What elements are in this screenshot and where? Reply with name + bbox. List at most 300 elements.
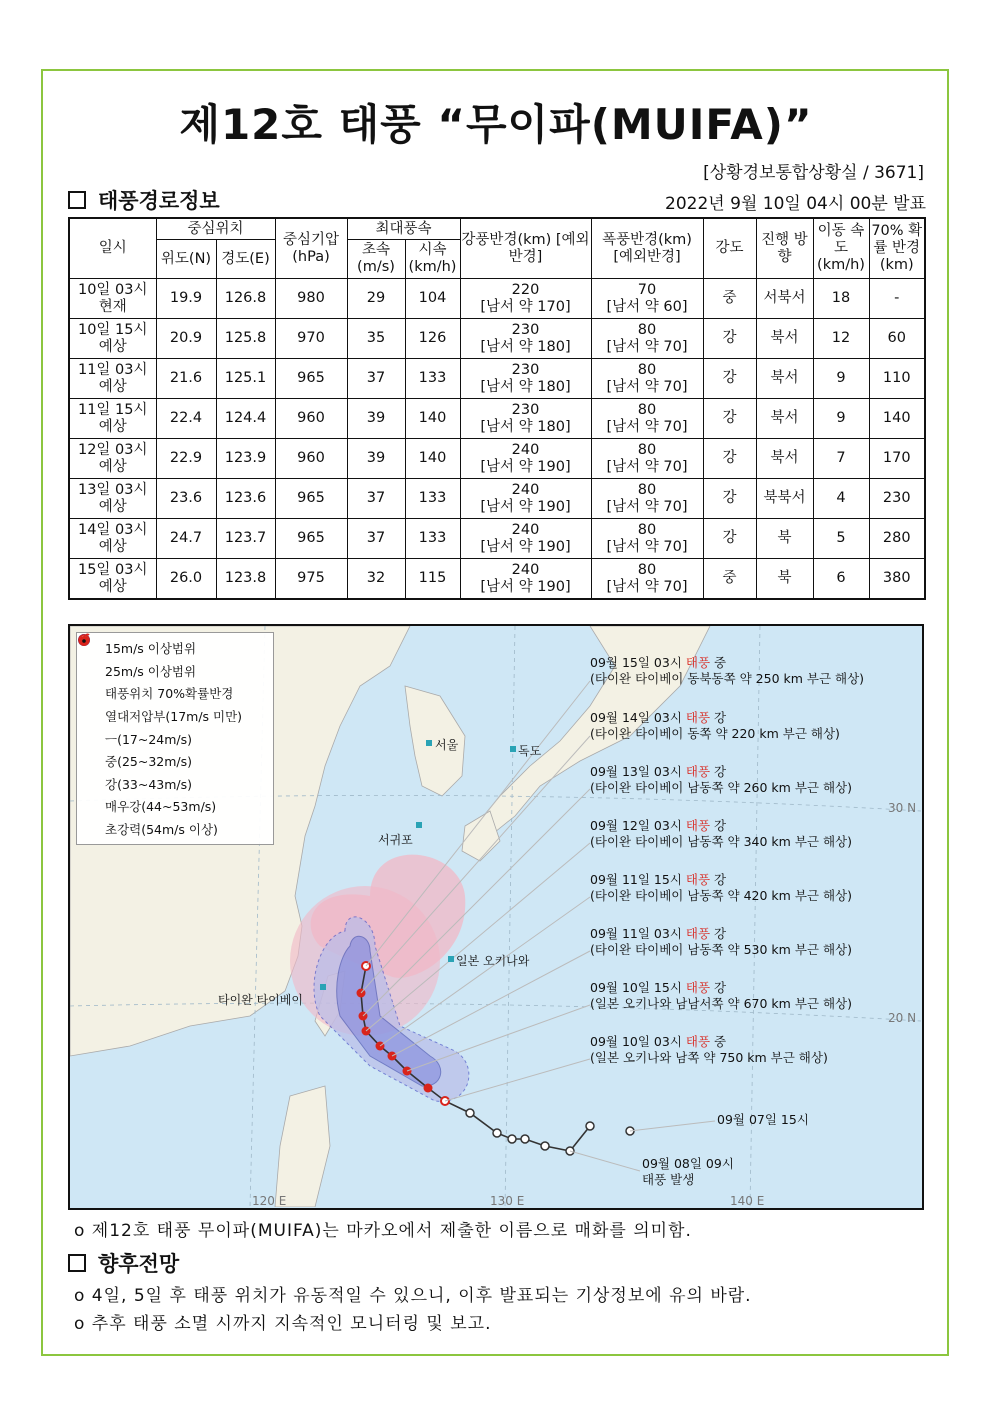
cell-gale-line: [남서 약 190]: [480, 538, 571, 555]
cell-gale-line: [남서 약 180]: [480, 338, 571, 355]
section-track-info: [68, 185, 220, 215]
cell-lat-line: 20.9: [169, 330, 203, 346]
annotation-desc: (타이완 타이베이 동쪽 약 220 km 부근 해상): [590, 726, 840, 741]
section-outlook: [68, 1248, 179, 1278]
cell-kmh: [405, 319, 460, 359]
table-row: [69, 399, 925, 439]
cell-storm-line: [남서 약 70]: [606, 538, 688, 555]
cell-gale-line: 240: [511, 481, 540, 498]
cell-storm: [591, 399, 703, 439]
cell-lon-line: 123.9: [224, 450, 267, 466]
legend-label: 태풍위치 70%확률반경: [105, 686, 234, 702]
cell-gale-line: [남서 약 190]: [480, 578, 571, 595]
cell-ms: [347, 359, 405, 399]
cell-date-line: 예상: [98, 538, 127, 555]
cell-gale: [460, 279, 591, 319]
cell-ms: [347, 439, 405, 479]
cell-date-line: 13일 03시: [77, 481, 148, 498]
header-prob: 70% 확률 반경 (km): [869, 218, 925, 279]
cell-lon: [216, 439, 275, 479]
place-dokdo: 독도: [518, 744, 542, 758]
cell-gale-line: [남서 약 190]: [480, 458, 571, 475]
legend-label: 강(33~43m/s): [105, 776, 193, 792]
cell-lon-line: 123.7: [224, 530, 267, 546]
cell-lon-line: 123.6: [224, 490, 267, 506]
cell-gale-line: [남서 약 190]: [480, 498, 571, 515]
cell-prob: [869, 519, 925, 559]
cell-int: [703, 519, 756, 559]
cell-storm-line: [남서 약 70]: [606, 378, 688, 395]
annotation-part: 09월 11일 03시: [590, 926, 686, 941]
cell-ms-line: 39: [366, 450, 386, 466]
annotation-part: 중: [710, 1034, 727, 1049]
annotation-part: 태풍: [685, 872, 711, 887]
annotation-part: 09월 10일 03시: [590, 1034, 686, 1049]
track-annotation: [590, 980, 852, 1012]
cell-storm-line: 80: [637, 561, 657, 578]
cell-date-line: 14일 03시: [77, 521, 148, 538]
annotation-title: [590, 926, 852, 942]
cell-int-line: 중: [722, 290, 737, 306]
cell-date: [69, 319, 156, 359]
cell-gale-line: [남서 약 180]: [480, 418, 571, 435]
cell-prob-line: 170: [882, 450, 911, 466]
cell-prob-line: 140: [882, 410, 911, 426]
cell-storm-line: [남서 약 60]: [606, 298, 688, 315]
cell-dir-line: 북서: [770, 330, 799, 346]
cell-pres: [275, 559, 347, 600]
lat-30n: 30 N: [888, 801, 917, 815]
cell-dir-line: 북서: [770, 450, 799, 466]
checkbox-square-icon: [68, 1254, 86, 1272]
lon-140e: 140 E: [730, 1194, 765, 1208]
page-title: 제12호 태풍 “무이파(MUIFA)”: [179, 100, 813, 149]
table-row: [69, 359, 925, 399]
annotation-title: [590, 1034, 828, 1050]
cell-pres-line: 965: [297, 490, 325, 506]
annotation-title: [590, 710, 840, 726]
cell-kmh-line: 140: [418, 450, 447, 466]
cell-date-line: 현재: [98, 298, 127, 315]
cell-lon: [216, 519, 275, 559]
annotation-past2: [642, 1156, 734, 1188]
legend-label: 15m/s 이상범위: [105, 641, 197, 657]
cell-pres: [275, 319, 347, 359]
cell-lat-line: 24.7: [169, 530, 203, 546]
annotation-desc: (일본 오키나와 남쪽 약 750 km 부근 해상): [590, 1050, 828, 1065]
track-annotation: [590, 764, 852, 796]
cell-storm: [591, 279, 703, 319]
cell-date-line: 10일 03시: [77, 281, 148, 298]
cell-dir-line: 북: [777, 570, 792, 586]
cell-spd: [813, 559, 869, 600]
cell-gale: [460, 479, 591, 519]
cell-date-line: 예상: [98, 578, 127, 595]
cell-int-line: 중: [722, 570, 737, 586]
cell-prob-line: 110: [882, 370, 911, 386]
cell-dir: [756, 319, 813, 359]
lon-120e: 120 E: [252, 1194, 287, 1208]
annotation-past1: 09월 07일 15시: [717, 1112, 809, 1127]
cell-prob-line: 380: [882, 570, 911, 586]
cell-kmh-line: 133: [418, 530, 447, 546]
cell-ms: [347, 279, 405, 319]
cell-kmh-line: 126: [418, 330, 447, 346]
cell-prob: [869, 359, 925, 399]
cell-lon: [216, 479, 275, 519]
cell-gale: [460, 359, 591, 399]
cell-date: [69, 519, 156, 559]
cell-kmh: [405, 439, 460, 479]
cell-gale-line: [남서 약 170]: [480, 298, 571, 315]
cell-kmh-line: 115: [418, 570, 447, 586]
cell-date-line: 예상: [98, 338, 127, 355]
typhoon-name-note: o 제12호 태풍 무이파(MUIFA)는 마카오에서 제출한 이름으로 매화를 의미함.: [74, 1221, 692, 1241]
cell-storm: [591, 519, 703, 559]
cell-lat: [156, 359, 216, 399]
legend-label: 열대저압부(17m/s 미만): [105, 709, 243, 725]
cell-spd: [813, 319, 869, 359]
header-maxwind: 최대풍속: [347, 218, 460, 240]
annotation-part: 중: [710, 655, 727, 670]
cell-lat: [156, 519, 216, 559]
cell-kmh: [405, 479, 460, 519]
cell-kmh-line: 104: [418, 290, 447, 306]
cell-int: [703, 479, 756, 519]
cell-lon-line: 126.8: [224, 290, 267, 306]
cell-int: [703, 319, 756, 359]
cell-int: [703, 399, 756, 439]
cell-ms: [347, 559, 405, 600]
annotation-title: [590, 980, 852, 996]
cell-storm-line: 80: [637, 361, 657, 378]
cell-gale-line: 240: [511, 561, 540, 578]
taipei-marker: [320, 984, 326, 990]
cell-int-line: 강: [722, 490, 737, 506]
cell-lat-line: 22.4: [169, 410, 203, 426]
cell-ms: [347, 399, 405, 439]
table-row: [69, 479, 925, 519]
section-outlook-title: 향후전망: [98, 1252, 180, 1276]
table-row: [69, 279, 925, 319]
cell-lat: [156, 399, 216, 439]
cell-storm-line: 80: [637, 521, 657, 538]
annotation-part: 09월 11일 15시: [590, 872, 686, 887]
lat-20n: 20 N: [888, 1011, 917, 1025]
land-luzon: [275, 1086, 330, 1207]
cell-int-line: 강: [722, 410, 737, 426]
annotation-part: 09월 15일 03시: [590, 655, 686, 670]
header-ms: 초속 (m/s): [347, 240, 405, 279]
map-legend: [76, 632, 274, 845]
cell-storm-line: [남서 약 70]: [606, 418, 688, 435]
cell-ms-line: 37: [366, 370, 386, 386]
cell-spd-line: 9: [836, 410, 846, 426]
annotation-past2-time: 09월 08일 09시: [642, 1156, 734, 1171]
header-speed: 이동 속도 (km/h): [813, 218, 869, 279]
office-label: [상황경보통합상황실 / 3671]: [703, 163, 924, 183]
cell-lon: [216, 319, 275, 359]
annotation-desc: (일본 오키나와 남남서쪽 약 670 km 부근 해상): [590, 996, 852, 1011]
outlook-line-1: o 4일, 5일 후 태풍 위치가 유동적일 수 있으니, 이후 발표되는 기상정보에 유의 바람.: [74, 1286, 752, 1306]
cell-spd-line: 7: [836, 450, 846, 466]
header-lon: 경도(E): [216, 240, 275, 279]
cell-kmh: [405, 519, 460, 559]
header-direction: 진행 방향: [756, 218, 813, 279]
legend-item: [83, 637, 267, 660]
cell-int: [703, 279, 756, 319]
cell-date-line: 12일 03시: [77, 441, 148, 458]
track-annotation: [590, 710, 840, 742]
annotation-title: [590, 818, 852, 834]
cell-spd-line: 4: [836, 490, 846, 506]
cell-pres: [275, 279, 347, 319]
cell-storm-line: [남서 약 70]: [606, 338, 688, 355]
track-table: [68, 217, 926, 600]
cell-gale-line: 230: [511, 401, 540, 418]
cell-lat: [156, 559, 216, 600]
cell-pres-line: 980: [297, 290, 325, 306]
section-track-title: 태풍경로정보: [98, 189, 220, 213]
cell-pres: [275, 439, 347, 479]
checkbox-square-icon: [68, 191, 86, 209]
cell-lat-line: 22.9: [169, 450, 203, 466]
cell-pres: [275, 359, 347, 399]
cell-prob: [869, 319, 925, 359]
cell-pres-line: 960: [297, 450, 325, 466]
cell-lon: [216, 359, 275, 399]
cell-int-line: 강: [722, 330, 737, 346]
cell-dir-line: 북서: [770, 410, 799, 426]
cell-dir: [756, 359, 813, 399]
cell-gale: [460, 559, 591, 600]
cell-storm-line: 70: [637, 281, 657, 298]
cell-kmh: [405, 359, 460, 399]
legend-label: 중(25~32m/s): [105, 754, 193, 770]
cell-prob-line: 60: [887, 330, 906, 346]
cell-date-line: 예상: [98, 418, 127, 435]
cell-prob-line: -: [894, 290, 900, 306]
cell-prob: [869, 399, 925, 439]
header-date: 일시: [69, 218, 156, 279]
cell-storm-line: [남서 약 70]: [606, 578, 688, 595]
legend-item: [83, 727, 267, 750]
cell-kmh-line: 133: [418, 370, 447, 386]
legend-label: 초강력(54m/s 이상): [105, 822, 218, 838]
cell-lon-line: 125.1: [224, 370, 267, 386]
cell-dir: [756, 279, 813, 319]
cell-lon-line: 125.8: [224, 330, 267, 346]
cell-kmh: [405, 279, 460, 319]
cell-lon: [216, 559, 275, 600]
cell-storm: [591, 559, 703, 600]
cell-lat: [156, 479, 216, 519]
legend-item: [83, 795, 267, 818]
cell-pres-line: 975: [297, 570, 325, 586]
annotation-desc: (타이완 타이베이 남동쪽 약 530 km 부근 해상): [590, 942, 852, 957]
cell-date: [69, 559, 156, 600]
cell-lat-line: 26.0: [169, 570, 203, 586]
track-annotation: [590, 872, 852, 904]
table-row: [69, 559, 925, 600]
cell-lat-line: 21.6: [169, 370, 203, 386]
cell-storm: [591, 319, 703, 359]
cell-spd: [813, 399, 869, 439]
annotation-part: 강: [710, 872, 727, 887]
table-row: [69, 319, 925, 359]
cell-date-line: 예상: [98, 378, 127, 395]
cell-spd: [813, 519, 869, 559]
track-annotation: [590, 926, 852, 958]
cell-pres-line: 965: [297, 370, 325, 386]
cell-int: [703, 559, 756, 600]
cell-spd-line: 9: [836, 370, 846, 386]
table-row: [69, 519, 925, 559]
annotation-desc: (타이완 타이베이 남동쪽 약 260 km 부근 해상): [590, 780, 852, 795]
cell-spd-line: 12: [831, 330, 851, 346]
cell-date: [69, 399, 156, 439]
annotation-part: 태풍: [685, 764, 711, 779]
cell-ms: [347, 319, 405, 359]
issued-time: 2022년 9월 10일 04시 00분 발표: [665, 194, 926, 214]
annotation-part: 강: [710, 980, 727, 995]
cell-gale: [460, 319, 591, 359]
header-pressure: 중심기압 (hPa): [275, 218, 347, 279]
cell-gale-line: 240: [511, 441, 540, 458]
annotation-desc: (타이완 타이베이 남동쪽 약 340 km 부근 해상): [590, 834, 852, 849]
cell-gale: [460, 519, 591, 559]
cell-prob-line: 280: [882, 530, 911, 546]
cell-lat-line: 19.9: [169, 290, 203, 306]
cell-gale-line: 230: [511, 321, 540, 338]
cell-storm-line: 80: [637, 401, 657, 418]
cell-kmh-line: 133: [418, 490, 447, 506]
cell-pres: [275, 479, 347, 519]
cell-gale-line: 220: [511, 281, 540, 298]
cell-date: [69, 479, 156, 519]
cell-gale: [460, 399, 591, 439]
cell-kmh-line: 140: [418, 410, 447, 426]
legend-label: 25m/s 이상범위: [105, 663, 197, 679]
cell-int: [703, 439, 756, 479]
cell-date: [69, 279, 156, 319]
track-annotation: [590, 655, 864, 687]
cell-int-line: 강: [722, 530, 737, 546]
annotation-part: 09월 10일 15시: [590, 980, 686, 995]
cell-gale: [460, 439, 591, 479]
cell-spd-line: 18: [831, 290, 851, 306]
cell-lat: [156, 279, 216, 319]
cell-spd: [813, 479, 869, 519]
cell-kmh: [405, 559, 460, 600]
place-taipei: 타이완 타이베이: [218, 993, 303, 1007]
cell-int-line: 강: [722, 450, 737, 466]
cell-ms: [347, 519, 405, 559]
cell-lon: [216, 279, 275, 319]
annotation-part: 태풍: [685, 980, 711, 995]
legend-item: [83, 705, 267, 728]
cell-prob: [869, 559, 925, 600]
annotation-part: 강: [710, 764, 727, 779]
annotation-title: [590, 764, 852, 780]
cell-lat: [156, 319, 216, 359]
legend-item: [83, 773, 267, 796]
track-annotation: [590, 818, 852, 850]
okinawa-marker: [448, 956, 454, 962]
cell-storm-line: 80: [637, 441, 657, 458]
cell-dir: [756, 479, 813, 519]
cell-ms-line: 32: [366, 570, 386, 586]
place-seogwipo: 서귀포: [378, 833, 413, 847]
legend-item: [83, 750, 267, 773]
seogwipo-marker: [416, 822, 422, 828]
cell-dir-line: 북: [777, 530, 792, 546]
cell-gale-line: 230: [511, 361, 540, 378]
cell-date-line: 예상: [98, 458, 127, 475]
cell-pres-line: 965: [297, 530, 325, 546]
annotation-part: 태풍: [685, 926, 711, 941]
cell-date: [69, 359, 156, 399]
cell-dir: [756, 399, 813, 439]
cell-date: [69, 439, 156, 479]
annotation-part: 강: [710, 818, 727, 833]
cell-spd-line: 5: [836, 530, 846, 546]
cell-lat-line: 23.6: [169, 490, 203, 506]
cell-spd: [813, 359, 869, 399]
cell-dir: [756, 559, 813, 600]
annotation-part: 09월 12일 03시: [590, 818, 686, 833]
header-lat: 위도(N): [156, 240, 216, 279]
cell-ms-line: 37: [366, 530, 386, 546]
legend-item: [83, 818, 267, 841]
cell-lon-line: 123.8: [224, 570, 267, 586]
cell-storm-line: [남서 약 70]: [606, 458, 688, 475]
legend-item: [83, 660, 267, 683]
dokdo-marker: [510, 746, 516, 752]
cell-ms: [347, 479, 405, 519]
cell-prob: [869, 279, 925, 319]
place-seoul: 서울: [435, 738, 459, 752]
annotation-title: [590, 872, 852, 888]
cell-int: [703, 359, 756, 399]
annotation-part: 강: [710, 926, 727, 941]
annotation-part: 태풍: [685, 710, 711, 725]
header-center: 중심위치: [156, 218, 275, 240]
cell-kmh: [405, 399, 460, 439]
annotation-part: 09월 14일 03시: [590, 710, 686, 725]
cell-spd: [813, 439, 869, 479]
cell-pres: [275, 519, 347, 559]
annotation-part: 태풍: [685, 655, 711, 670]
cell-ms-line: 39: [366, 410, 386, 426]
cell-date-line: 11일 15시: [77, 401, 148, 418]
header-kmh: 시속 (km/h): [405, 240, 460, 279]
cell-pres-line: 960: [297, 410, 325, 426]
seoul-marker: [426, 740, 432, 746]
cell-date-line: 예상: [98, 498, 127, 515]
cell-ms-line: 37: [366, 490, 386, 506]
cell-storm-line: 80: [637, 321, 657, 338]
typhoon-track-map: [68, 624, 924, 1210]
cell-storm-line: 80: [637, 481, 657, 498]
track-annotation: [590, 1034, 828, 1066]
cell-dir-line: 서북서: [763, 290, 806, 306]
cell-lon: [216, 399, 275, 439]
cell-spd: [813, 279, 869, 319]
cell-ms-line: 35: [366, 330, 386, 346]
cell-dir: [756, 439, 813, 479]
cell-date-line: 11일 03시: [77, 361, 148, 378]
